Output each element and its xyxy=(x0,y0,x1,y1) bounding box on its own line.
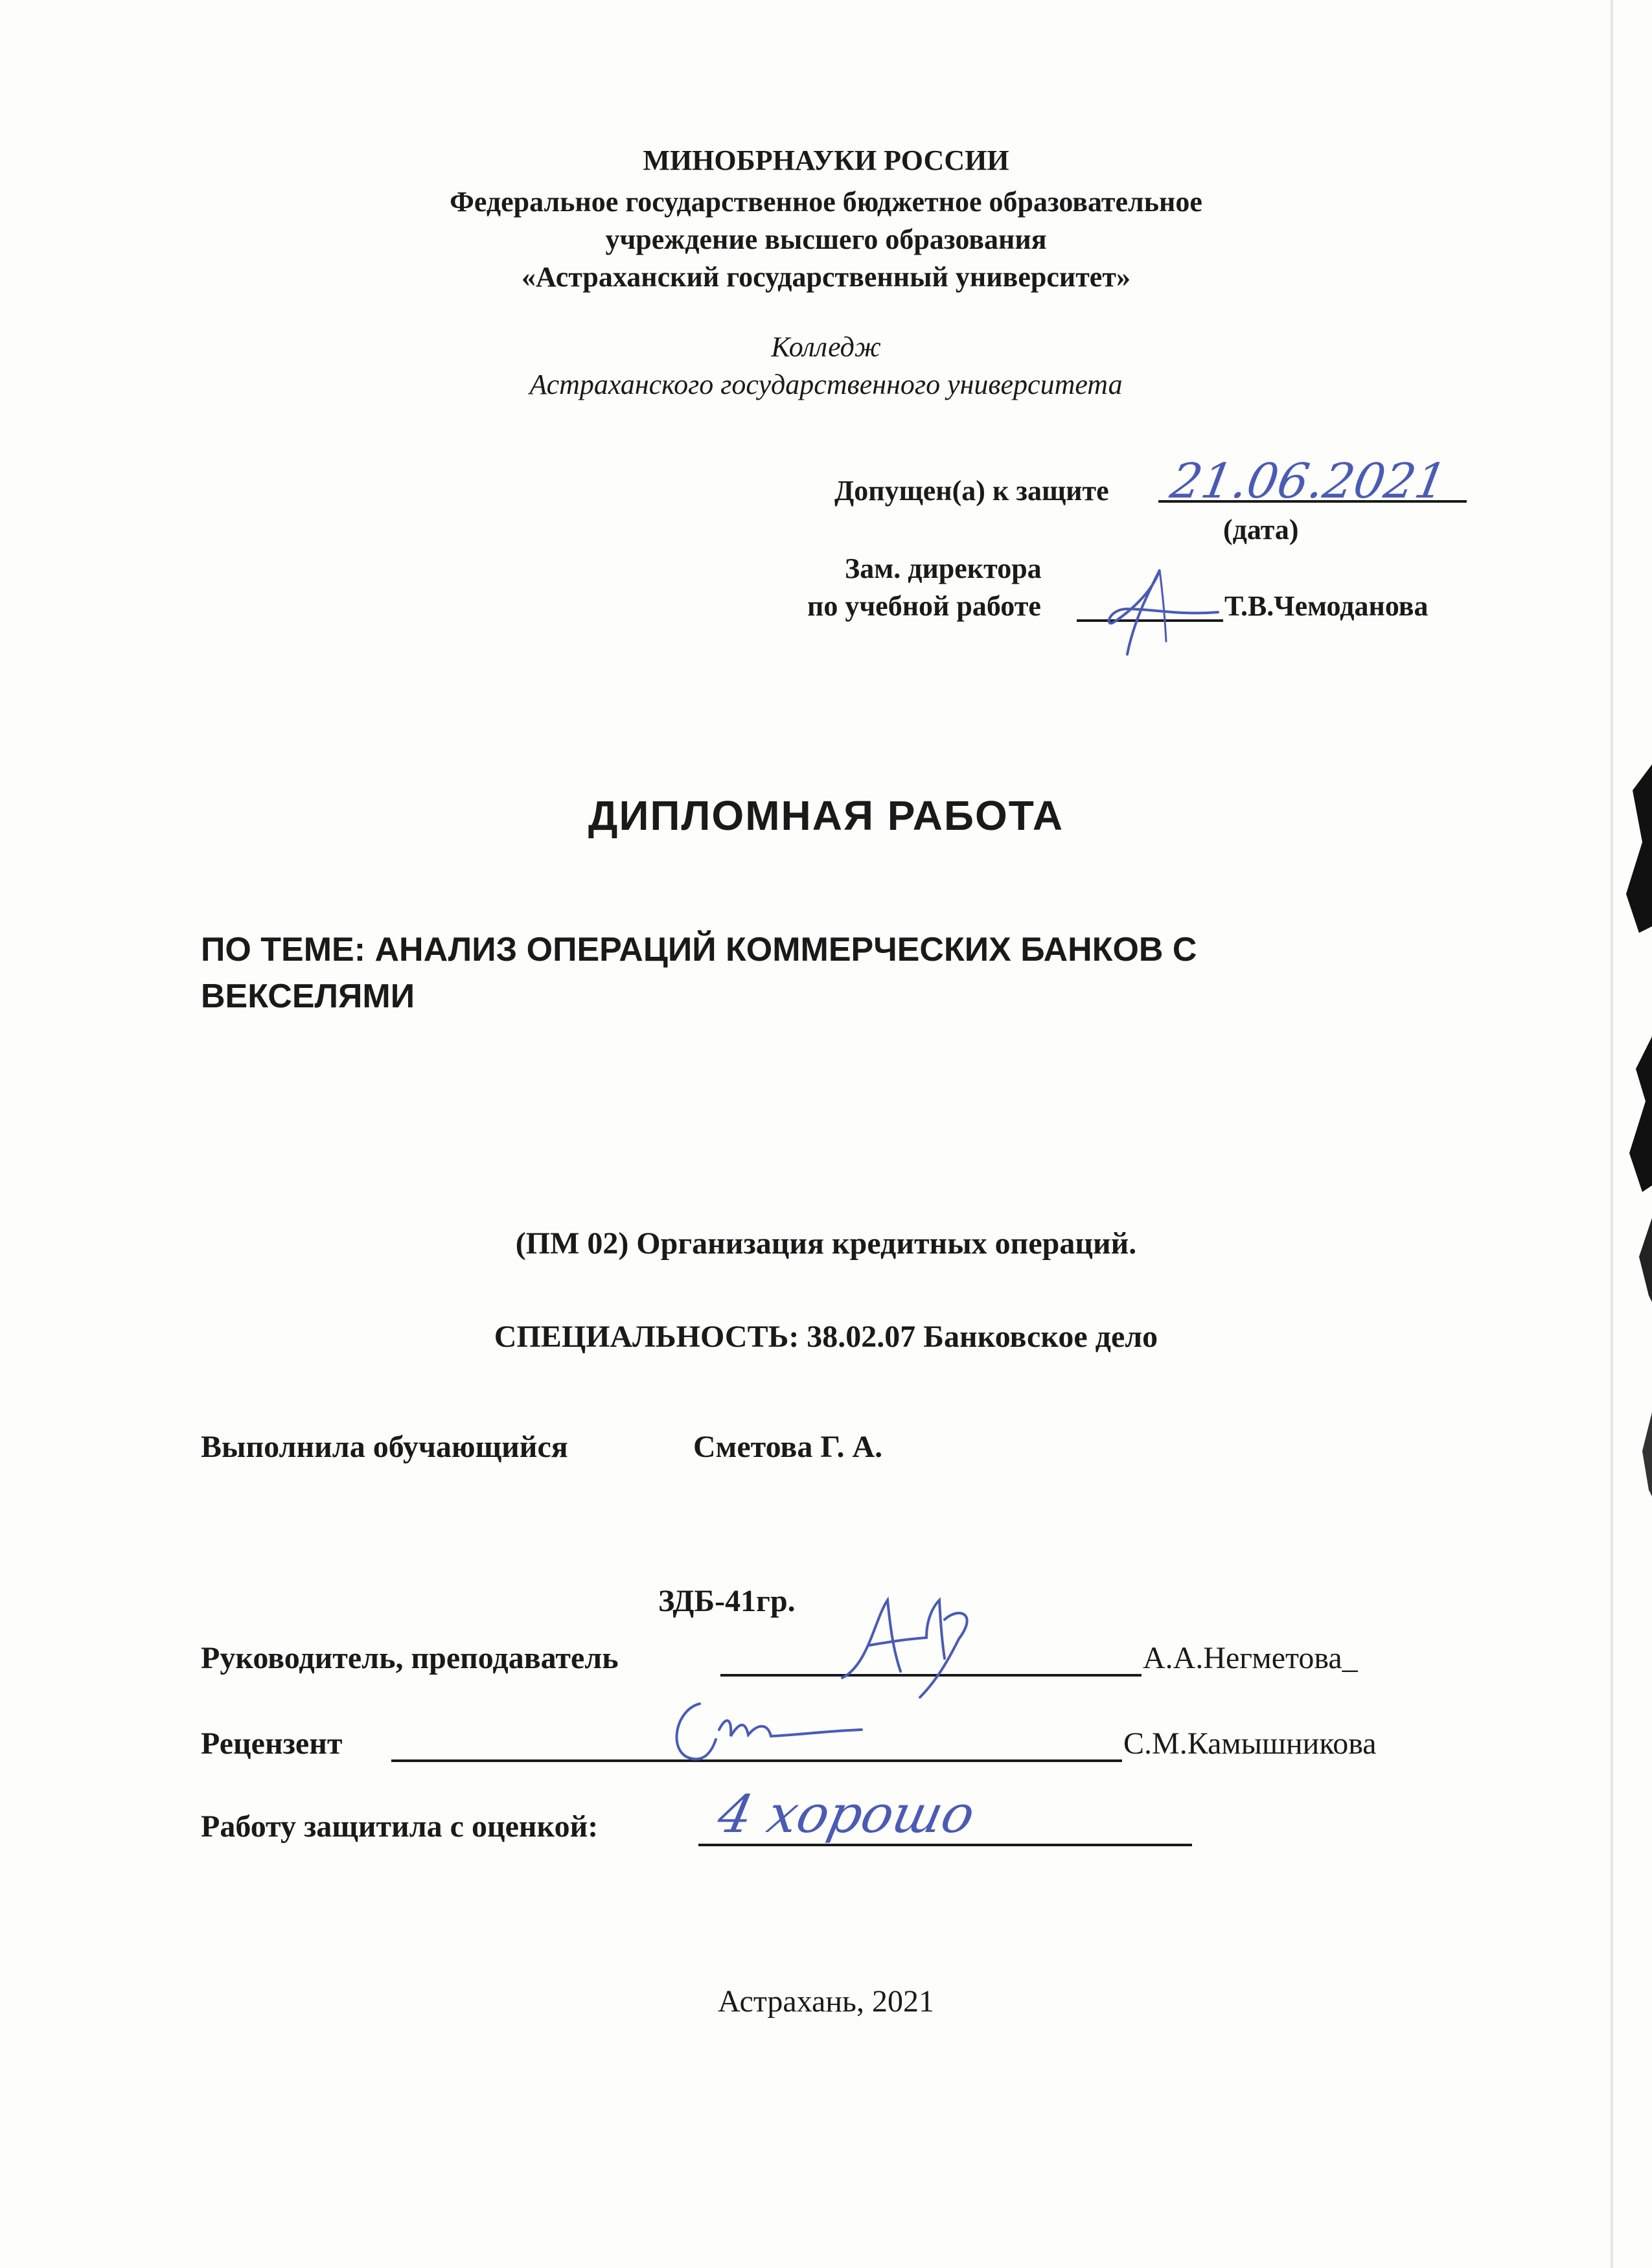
topic-line-2: ВЕКСЕЛЯМИ xyxy=(201,978,415,1015)
university-name: «Астраханский государственный университет» xyxy=(522,261,1130,293)
topic-line-1: ПО ТЕМЕ: АНАЛИЗ ОПЕРАЦИЙ КОММЕРЧЕСКИХ БАНКОВ С xyxy=(201,931,1197,968)
specialty: СПЕЦИАЛЬНОСТЬ: 38.02.07 Банковское дело xyxy=(494,1320,1158,1354)
institution-line-2: учреждение высшего образования xyxy=(605,223,1047,255)
college-line-2: Астраханского государственного университета xyxy=(529,369,1123,400)
institution-line-1: Федеральное государственное бюджетное образовательное xyxy=(450,186,1202,218)
deputy-title-line-1: Зам. директора xyxy=(845,553,1042,584)
professional-module: (ПМ 02) Организация кредитных операций. xyxy=(515,1226,1137,1261)
date-caption: (дата) xyxy=(1223,514,1299,545)
grade-label: Работу защитила с оценкой: xyxy=(201,1809,599,1844)
deputy-signature xyxy=(1088,557,1237,667)
college-line-1: Колледж xyxy=(771,331,881,363)
admitted-label: Допущен(а) к защите xyxy=(834,475,1109,507)
reviewer-name: С.М.Камышникова xyxy=(1123,1726,1377,1761)
student-name: Сметова Г. А. xyxy=(693,1430,883,1464)
supervisor-label: Руководитель, преподаватель xyxy=(201,1641,619,1675)
scan-edge-artifact xyxy=(1607,764,1652,1542)
deputy-title-line-2: по учебной работе xyxy=(807,590,1041,622)
student-group: ЗДБ-41гр. xyxy=(658,1584,796,1618)
deputy-name: Т.В.Чемоданова xyxy=(1224,590,1428,622)
scan-page-edge xyxy=(1611,0,1613,2268)
supervisor-name: А.А.Негметова_ xyxy=(1143,1641,1358,1675)
reviewer-signature xyxy=(654,1684,868,1775)
reviewer-label: Рецензент xyxy=(201,1726,343,1761)
admitted-date-handwritten: 21.06.2021 xyxy=(1166,453,1451,509)
ministry-name: МИНОБРНАУКИ РОССИИ xyxy=(643,144,1009,176)
document-type-title: ДИПЛОМНАЯ РАБОТА xyxy=(588,792,1064,839)
city-year: Астрахань, 2021 xyxy=(718,1984,934,2019)
student-label: Выполнила обучающийся xyxy=(201,1430,568,1464)
grade-handwritten: 4 хорошо xyxy=(713,1784,980,1844)
